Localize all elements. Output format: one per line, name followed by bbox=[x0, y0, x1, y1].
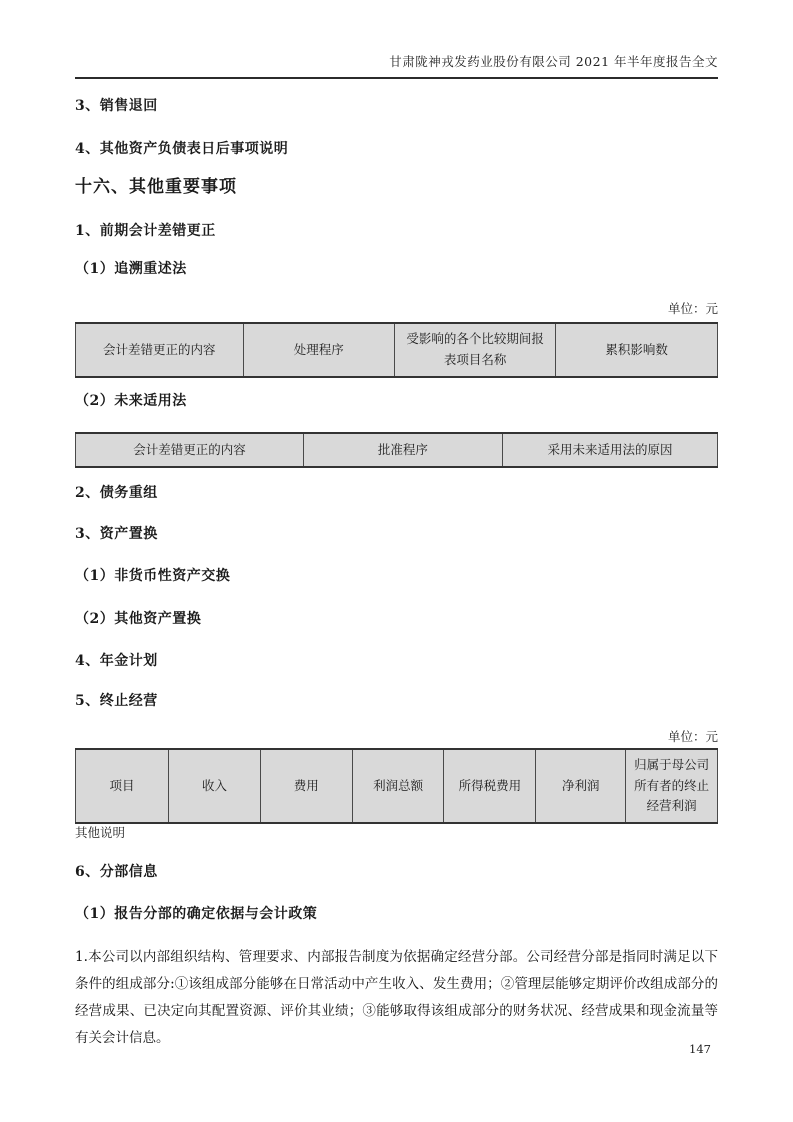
heading-annuity-plan: 4、年金计划 bbox=[75, 653, 158, 669]
page-header-title: 甘肃陇神戎发药业股份有限公司 2021 年半年度报告全文 bbox=[75, 52, 718, 79]
header-cell-correction-content: 会计差错更正的内容 bbox=[76, 323, 244, 377]
heading-debt-restructuring: 2、债务重组 bbox=[75, 485, 158, 501]
header-cell-income-tax: 所得税费用 bbox=[444, 749, 536, 823]
table-header-row bbox=[76, 433, 718, 467]
unit-label-yuan-1: 单位：元 bbox=[667, 301, 718, 316]
table-discontinued-operations bbox=[75, 748, 718, 824]
table-accounting-error-retrospective bbox=[75, 322, 718, 378]
other-note-label: 其他说明 bbox=[75, 825, 126, 840]
header-cell-cumulative-effect: 累积影响数 bbox=[556, 323, 718, 377]
header-cell-procedure: 处理程序 bbox=[243, 323, 395, 377]
header-cell-prospective-reason: 采用未来适用法的原因 bbox=[502, 433, 717, 467]
heading-other-asset-swap: （2）其他资产置换 bbox=[75, 611, 202, 627]
heading-sales-return: 3、销售退回 bbox=[75, 98, 158, 114]
page-content bbox=[75, 0, 718, 1122]
header-cell-affected-items: 受影响的各个比较期间报表项目名称 bbox=[395, 323, 556, 377]
header-cell-net-profit: 净利润 bbox=[536, 749, 626, 823]
table-accounting-error-prospective bbox=[75, 432, 718, 468]
heading-prior-error-correction: 1、前期会计差错更正 bbox=[75, 223, 216, 239]
unit-label-yuan-2: 单位：元 bbox=[667, 729, 718, 744]
heading-discontinued-operation: 5、终止经营 bbox=[75, 693, 158, 709]
heading-asset-swap: 3、资产置换 bbox=[75, 526, 158, 542]
heading-segment-information: 6、分部信息 bbox=[75, 864, 158, 880]
heading-prospective-method: （2）未来适用法 bbox=[75, 393, 187, 409]
header-cell-expense: 费用 bbox=[260, 749, 352, 823]
page-number: 147 bbox=[689, 1042, 711, 1056]
table-header-row bbox=[76, 749, 718, 823]
header-cell-correction-content: 会计差错更正的内容 bbox=[76, 433, 304, 467]
header-cell-item: 项目 bbox=[76, 749, 169, 823]
table-discontinued-operations-wrap bbox=[75, 748, 718, 824]
table-accounting-error-prospective-wrap bbox=[75, 432, 718, 468]
heading-other-balance-sheet-events: 4、其他资产负债表日后事项说明 bbox=[75, 141, 289, 157]
header-cell-total-profit: 利润总额 bbox=[352, 749, 444, 823]
header-cell-revenue: 收入 bbox=[169, 749, 261, 823]
header-cell-approval-procedure: 批准程序 bbox=[303, 433, 502, 467]
segment-policy-paragraph: 1.本公司以内部组织结构、管理要求、内部报告制度为依据确定经营分部。公司经营分部是指同时满足以下条件的组成部分:①该组成部分能够在日常活动中产生收入、发生费用；②管理层能够定期评价改组成部分的经营成果、已决定向其配置资源、评价其业绩；③能够取得该组成部分的财务状况、经营成果和现金流量等有关会计信息。 bbox=[75, 949, 718, 1046]
table-header-row bbox=[76, 323, 718, 377]
heading-retrospective-method: （1）追溯重述法 bbox=[75, 261, 187, 277]
heading-segment-basis-policy: （1）报告分部的确定依据与会计政策 bbox=[75, 906, 318, 922]
heading-nonmonetary-asset-exchange: （1）非货币性资产交换 bbox=[75, 568, 231, 584]
table-accounting-error-retrospective-wrap bbox=[75, 322, 718, 378]
header-cell-parent-discontinued-profit: 归属于母公司所有者的终止经营利润 bbox=[626, 749, 718, 823]
heading-other-important-matters: 十六、其他重要事项 bbox=[75, 177, 237, 197]
